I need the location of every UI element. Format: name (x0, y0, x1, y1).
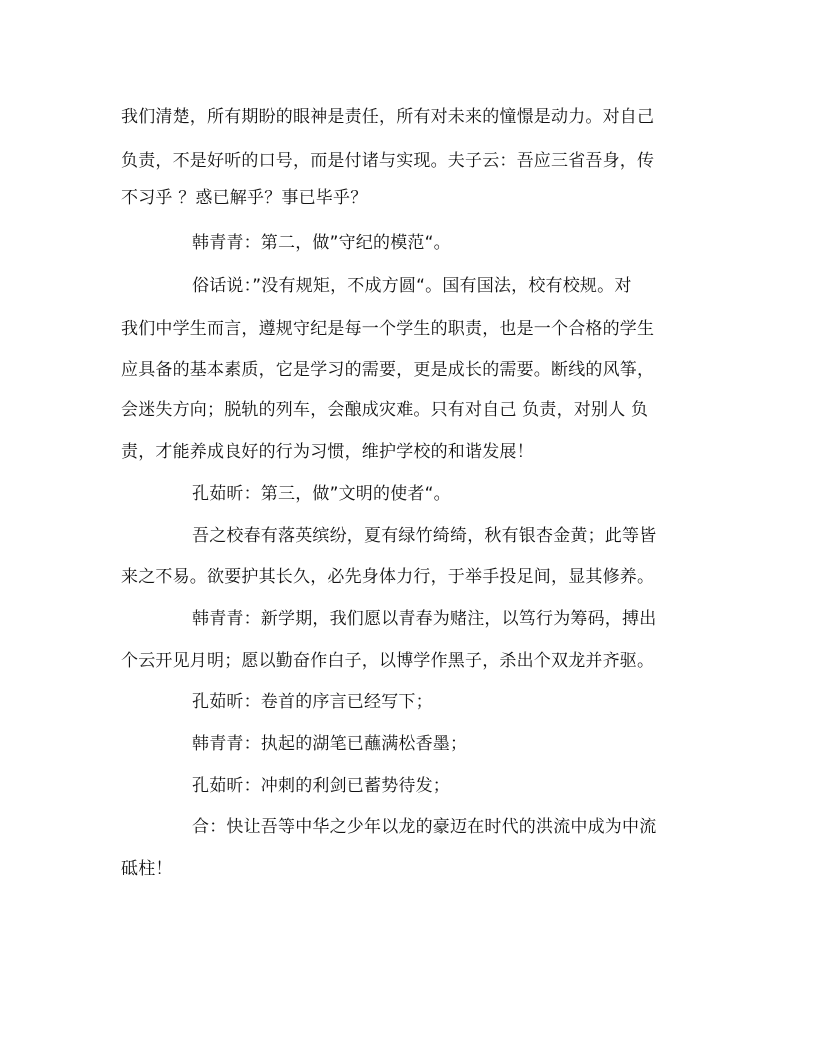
speaker-line: 孔茹昕：卷首的序言已经写下； (192, 692, 433, 712)
speaker-line: 韩青青：新学期，我们愿以青春为赌注，以笃行为筹码，搏出 (192, 609, 657, 629)
paragraph-line: 来之不易。欲要护其长久，必先身体力行，于举手投足间，显其修养。 (121, 567, 655, 587)
paragraph-line: 砥柱！ (121, 859, 173, 879)
paragraph-line: 吾之校春有落英缤纷，夏有绿竹绮绮，秋有银杏金黄；此等皆 (192, 526, 657, 546)
paragraph-line: 不习乎 ？惑已解乎？事已毕乎？ (121, 188, 368, 208)
speaker-line: 孔茹昕：冲刺的利剑已蓄势待发； (192, 776, 450, 796)
paragraph-line: 我们清楚，所有期盼的眼神是责任，所有对未来的憧憬是动力。对自己 (121, 107, 655, 127)
speaker-line: 韩青青：执起的湖笔已蘸满松香墨； (192, 734, 468, 754)
paragraph-line: 个云开见月明；愿以勤奋作白子，以博学作黑子，杀出个双龙并齐驱。 (121, 651, 655, 671)
paragraph-line: 我们中学生而言，遵规守纪是每一个学生的职责，也是一个合格的学生 (121, 319, 655, 339)
paragraph-line: 应具备的基本素质，它是学习的需要，更是成长的需要。断线的风筝， (121, 360, 655, 380)
speaker-line: 韩青青：第二，做”守纪的模范“。 (192, 233, 451, 253)
speaker-line: 孔茹昕：第三，做”文明的使者“。 (192, 484, 451, 504)
speaker-line: 合：快让吾等中华之少年以龙的豪迈在时代的洪流中成为中流 (192, 817, 657, 837)
paragraph-line: 负责，不是好听的口号，而是付诸与实现。夫子云：吾应三省吾身，传 (121, 151, 655, 171)
paragraph-line: 俗话说：”没有规矩，不成方圆“。国有国法，校有校规。对 (192, 276, 632, 296)
paragraph-line: 责，才能养成良好的行为习惯，维护学校的和谐发展！ (121, 442, 534, 462)
paragraph-line: 会迷失方向；脱轨的列车，会酿成灾难。只有对自己 负责，对别人 负 (121, 400, 649, 420)
